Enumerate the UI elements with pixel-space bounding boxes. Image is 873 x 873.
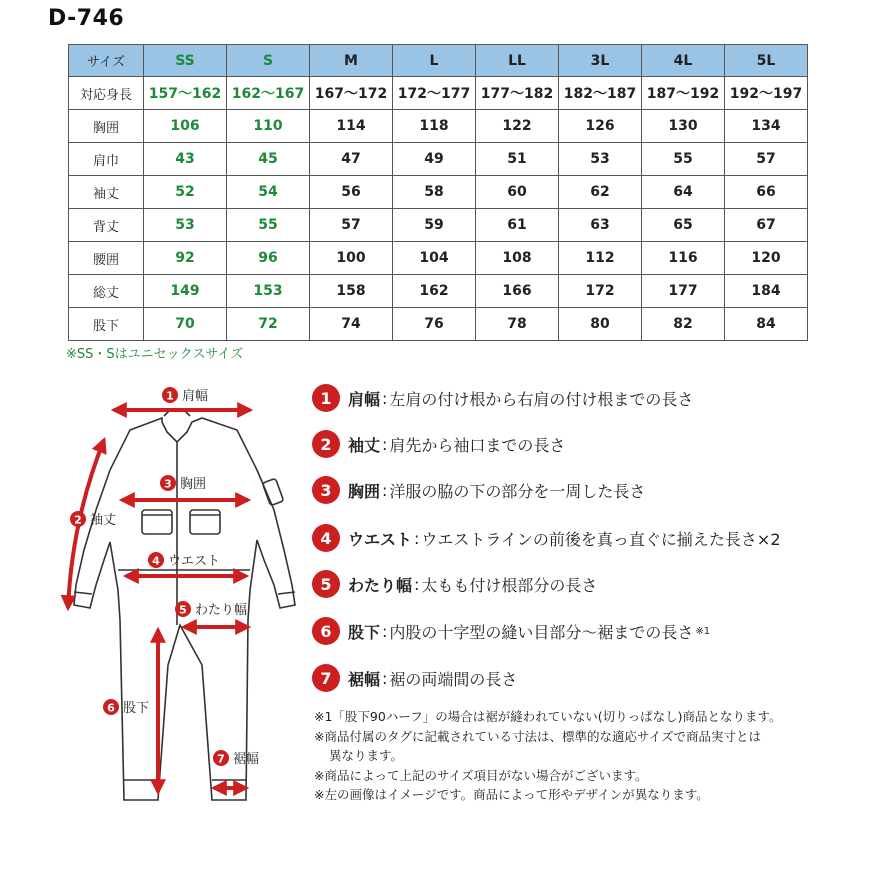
- legend-description: 左肩の付け根から右肩の付け根までの長さ: [389, 389, 694, 409]
- table-cell: 182〜187: [559, 77, 642, 110]
- table-cell: 78: [476, 308, 559, 341]
- legend-separator: :: [414, 574, 420, 594]
- table-cell: 158: [310, 275, 393, 308]
- svg-text:6: 6: [107, 701, 115, 715]
- table-row: [69, 143, 808, 176]
- legend-item: [312, 430, 565, 458]
- svg-text:わたり幅: わたり幅: [195, 603, 248, 618]
- note-line: 異なります。: [329, 748, 404, 763]
- svg-text:2: 2: [74, 513, 82, 527]
- table-cell: 166: [476, 275, 559, 308]
- table-cell: 82: [642, 308, 725, 341]
- svg-text:1: 1: [166, 389, 174, 403]
- table-cell: 84: [725, 308, 808, 341]
- table-cell: 51: [476, 143, 559, 176]
- row-label: 胸囲: [69, 110, 144, 143]
- unisex-note: ※SS・Sはユニセックスサイズ: [66, 347, 244, 362]
- svg-text:肩幅: 肩幅: [182, 389, 209, 404]
- table-cell: 59: [393, 209, 476, 242]
- legend-item: [312, 570, 597, 598]
- table-cell: 57: [725, 143, 808, 176]
- table-cell: 100: [310, 242, 393, 275]
- legend-number: 7: [312, 664, 340, 692]
- table-cell: 157〜162: [144, 77, 227, 110]
- table-cell: 108: [476, 242, 559, 275]
- figure-label-2: [70, 511, 116, 528]
- note-line: ※左の画像はイメージです。商品によって形やデザインが異なります。: [314, 787, 709, 802]
- table-row: [69, 308, 808, 341]
- table-cell: 122: [476, 110, 559, 143]
- table-header-row: [69, 45, 808, 77]
- table-cell: 112: [559, 242, 642, 275]
- table-cell: 74: [310, 308, 393, 341]
- table-cell: 162〜167: [227, 77, 310, 110]
- table-cell: 70: [144, 308, 227, 341]
- table-cell: 106: [144, 110, 227, 143]
- figure-label-7: [213, 750, 259, 767]
- table-row: [69, 275, 808, 308]
- table-cell: 47: [310, 143, 393, 176]
- row-label: 対応身長: [69, 77, 144, 110]
- row-label: 背丈: [69, 209, 144, 242]
- table-cell: 172: [559, 275, 642, 308]
- table-header-cell: S: [227, 45, 310, 77]
- legend-term: 袖丈: [348, 435, 381, 455]
- measurement-arrows: [68, 410, 250, 792]
- legend-description: 肩先から袖口までの長さ: [389, 435, 566, 455]
- svg-text:ウエスト: ウエスト: [168, 554, 221, 569]
- table-cell: 134: [725, 110, 808, 143]
- notes: [314, 707, 781, 805]
- table-cell: 60: [476, 176, 559, 209]
- legend-number: 6: [312, 617, 340, 645]
- svg-text:胸囲: 胸囲: [180, 477, 207, 492]
- table-cell: 114: [310, 110, 393, 143]
- table-cell: 43: [144, 143, 227, 176]
- figure-label-6: [103, 699, 149, 716]
- svg-text:3: 3: [164, 477, 172, 491]
- table-header-cell: サイズ: [69, 45, 144, 77]
- table-cell: 92: [144, 242, 227, 275]
- table-cell: 162: [393, 275, 476, 308]
- row-label: 肩巾: [69, 143, 144, 176]
- table-cell: 61: [476, 209, 559, 242]
- table-cell: 104: [393, 242, 476, 275]
- table-cell: 53: [559, 143, 642, 176]
- table-cell: 177〜182: [476, 77, 559, 110]
- table-cell: 126: [559, 110, 642, 143]
- table-row: [69, 110, 808, 143]
- table-header-cell: M: [310, 45, 393, 77]
- table-cell: 54: [227, 176, 310, 209]
- table-row: [69, 242, 808, 275]
- table-cell: 120: [725, 242, 808, 275]
- table-cell: 130: [642, 110, 725, 143]
- table-cell: 67: [725, 209, 808, 242]
- legend-term: ウエスト: [348, 529, 413, 549]
- legend-number: 5: [312, 570, 340, 598]
- row-label: 袖丈: [69, 176, 144, 209]
- legend-description: 裾の両端間の長さ: [389, 669, 518, 689]
- table-cell: 96: [227, 242, 310, 275]
- legend-item: [312, 617, 710, 645]
- legend-description: 太もも付け根部分の長さ: [421, 575, 598, 595]
- table-header-cell: 3L: [559, 45, 642, 77]
- legend-separator: :: [382, 668, 388, 688]
- table-cell: 63: [559, 209, 642, 242]
- figure-label-5: [175, 601, 247, 618]
- legend-description: ウエストラインの前後を真っ直ぐに揃えた長さ×2: [421, 529, 781, 549]
- table-row: [69, 77, 808, 110]
- table-cell: 55: [227, 209, 310, 242]
- svg-text:5: 5: [179, 603, 187, 617]
- table-cell: 187〜192: [642, 77, 725, 110]
- legend-term: 裾幅: [348, 669, 381, 689]
- legend-number: 3: [312, 476, 340, 504]
- table-cell: 52: [144, 176, 227, 209]
- legend-separator: :: [382, 480, 388, 500]
- table-cell: 58: [393, 176, 476, 209]
- legend-item: [312, 664, 517, 692]
- table-row: [69, 209, 808, 242]
- legend-separator: :: [382, 434, 388, 454]
- legend-footnote-mark: ※1: [695, 625, 711, 637]
- table-cell: 66: [725, 176, 808, 209]
- legend-item: [312, 384, 693, 412]
- svg-text:7: 7: [217, 752, 225, 766]
- product-code: D-746: [48, 6, 125, 31]
- coverall-diagram: [52, 380, 312, 810]
- table-cell: 184: [725, 275, 808, 308]
- legend-number: 4: [312, 524, 340, 552]
- table-cell: 118: [393, 110, 476, 143]
- table-cell: 55: [642, 143, 725, 176]
- table-header-cell: LL: [476, 45, 559, 77]
- legend-separator: :: [382, 621, 388, 641]
- note-line: ※商品付属のタグに記載されている寸法は、標準的な適応サイズで商品実寸とは: [314, 728, 761, 744]
- legend-term: 肩幅: [348, 389, 381, 409]
- table-cell: 192〜197: [725, 77, 808, 110]
- table-cell: 76: [393, 308, 476, 341]
- table-cell: 153: [227, 275, 310, 308]
- legend-term: 股下: [348, 622, 381, 642]
- table-cell: 45: [227, 143, 310, 176]
- table-header-cell: SS: [144, 45, 227, 77]
- legend-description: 内股の十字型の縫い目部分〜裾までの長さ: [389, 622, 694, 642]
- svg-text:4: 4: [152, 554, 160, 568]
- table-header-cell: L: [393, 45, 476, 77]
- figure-label-4: [148, 552, 220, 569]
- table-cell: 116: [642, 242, 725, 275]
- legend-item: [312, 524, 781, 552]
- note-line: ※商品によって上記のサイズ項目がない場合がございます。: [314, 767, 648, 783]
- table-cell: 177: [642, 275, 725, 308]
- table-cell: 65: [642, 209, 725, 242]
- svg-text:裾幅: 裾幅: [233, 752, 260, 767]
- size-table: [68, 44, 808, 341]
- table-cell: 64: [642, 176, 725, 209]
- table-cell: 167〜172: [310, 77, 393, 110]
- table-cell: 149: [144, 275, 227, 308]
- table-cell: 49: [393, 143, 476, 176]
- table-cell: 110: [227, 110, 310, 143]
- table-cell: 62: [559, 176, 642, 209]
- legend-number: 1: [312, 384, 340, 412]
- legend-term: 胸囲: [348, 481, 381, 501]
- figure-label-3: [160, 475, 206, 492]
- note-line: ※1「股下90ハーフ」の場合は裾が縫われていない(切りっぱなし)商品となります。: [314, 709, 782, 724]
- table-cell: 80: [559, 308, 642, 341]
- row-label: 股下: [69, 308, 144, 341]
- table-header-cell: 4L: [642, 45, 725, 77]
- table-cell: 56: [310, 176, 393, 209]
- table-cell: 53: [144, 209, 227, 242]
- table-header-cell: 5L: [725, 45, 808, 77]
- svg-text:股下: 股下: [123, 701, 150, 716]
- legend-description: 洋服の脇の下の部分を一周した長さ: [389, 481, 646, 501]
- row-label: 総丈: [69, 275, 144, 308]
- figure-label-1: [162, 387, 208, 404]
- legend-item: [312, 476, 645, 504]
- legend-separator: :: [382, 388, 388, 408]
- svg-text:袖丈: 袖丈: [90, 513, 117, 528]
- table-cell: 172〜177: [393, 77, 476, 110]
- legend-number: 2: [312, 430, 340, 458]
- legend-separator: :: [414, 528, 420, 548]
- table-row: [69, 176, 808, 209]
- table-cell: 57: [310, 209, 393, 242]
- table-cell: 72: [227, 308, 310, 341]
- row-label: 腰囲: [69, 242, 144, 275]
- legend-term: わたり幅: [348, 575, 413, 595]
